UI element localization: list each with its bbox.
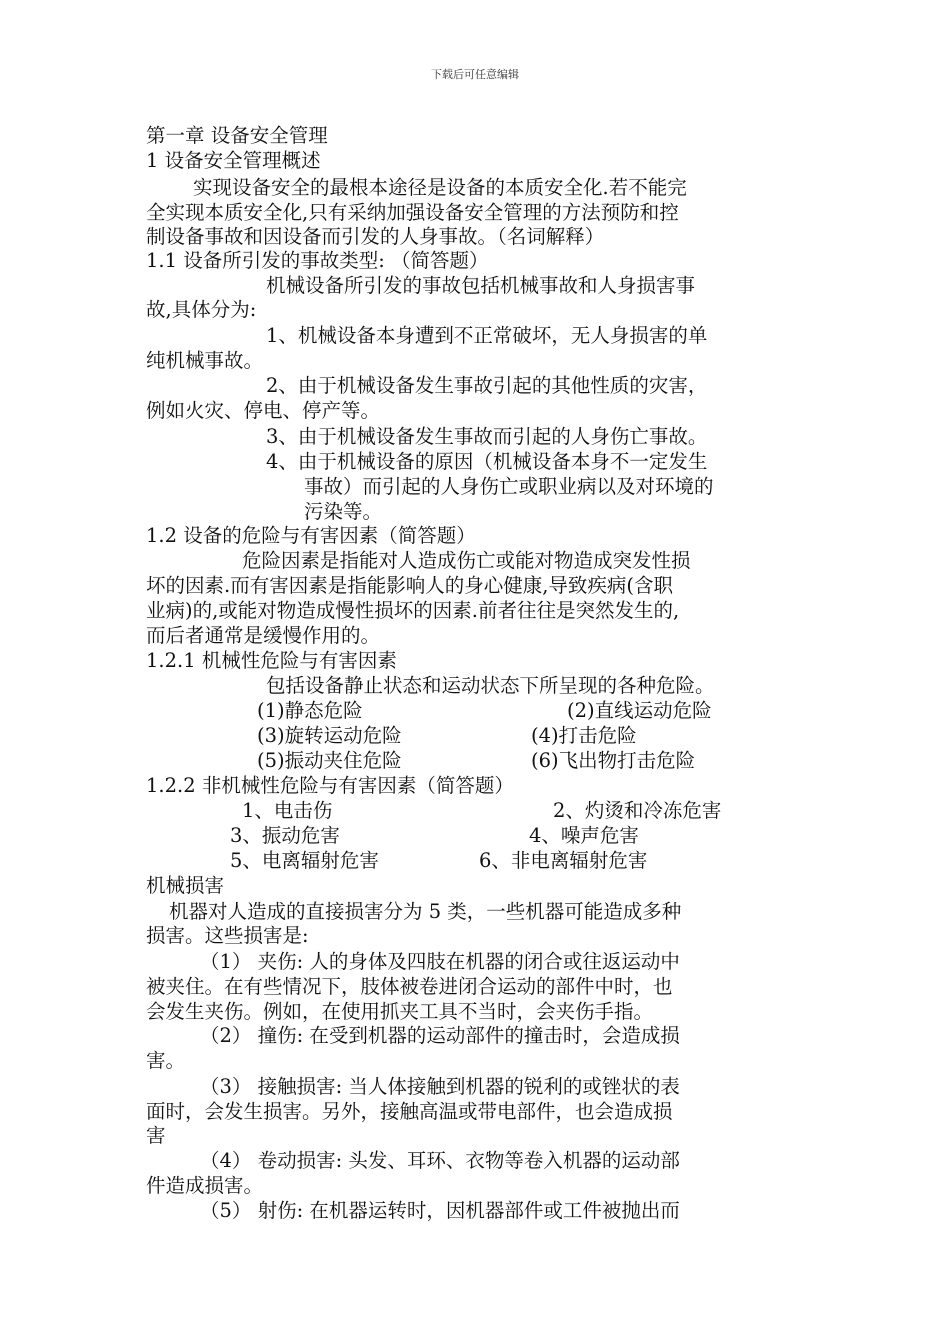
hazard-item: (2)直线运动危险 <box>567 699 712 722</box>
paragraph-line: 机器对人造成的直接损害分为 5 类，一些机器可能造成多种 <box>169 900 682 923</box>
hazard-item: 6、非电离辐射危害 <box>479 849 648 872</box>
list-item: 4、由于机械设备的原因（机械设备本身不一定发生 <box>266 450 708 473</box>
list-item-continuation: 纯机械事故。 <box>146 349 264 372</box>
paragraph-line: 全实现本质安全化,只有采纳加强设备安全管理的方法预防和控 <box>146 201 679 224</box>
hazard-item: (1)静态危险 <box>257 699 363 722</box>
list-item-continuation: 污染等。 <box>304 500 383 523</box>
hazard-item: 1、电击伤 <box>242 799 333 822</box>
hazard-item: 2、灼烫和冷冻危害 <box>553 799 722 822</box>
section-heading: 机械损害 <box>146 874 225 897</box>
list-item-continuation: 例如火灾、停电、停产等。 <box>146 399 381 422</box>
paragraph-line: 会发生夹伤。例如，在使用抓夹工具不当时，会夹伤手指。 <box>146 1000 654 1023</box>
paragraph-line: 面时，会发生损害。另外，接触高温或带电部件，也会造成损 <box>146 1100 673 1123</box>
hazard-item: 4、噪声危害 <box>529 824 639 847</box>
hazard-item: 5、电离辐射危害 <box>230 849 379 872</box>
hazard-item: 3、振动危害 <box>230 824 340 847</box>
page-header-note: 下载后可任意编辑 <box>431 68 519 81</box>
hazard-item: (6)飞出物打击危险 <box>531 749 696 772</box>
paragraph-line: 危险因素是指能对人造成伤亡或能对物造成突发性损 <box>242 549 691 572</box>
paragraph-line: 而后者通常是缓慢作用的。 <box>146 624 381 647</box>
list-item: 3、由于机械设备发生事故而引起的人身伤亡事故。 <box>266 425 708 448</box>
paragraph-line: （4） 卷动损害: 头发、耳环、衣物等卷入机器的运动部 <box>200 1149 680 1172</box>
paragraph-line: 业病)的,或能对物造成慢性损坏的因素.前者往往是突然发生的, <box>146 599 680 622</box>
hazard-item: (4)打击危险 <box>531 724 637 747</box>
paragraph-line: 制设备事故和因设备而引发的人身事故。（名词解释） <box>146 225 605 248</box>
paragraph-line: （2） 撞伤: 在受到机器的运动部件的撞击时，会造成损 <box>200 1024 680 1047</box>
paragraph-line: 被夹住。在有些情况下，肢体被卷进闭合运动的部件中时，也 <box>146 975 673 998</box>
paragraph-line: 损害。这些损害是: <box>146 924 309 947</box>
paragraph-line: 坏的因素.而有害因素是指能影响人的身心健康,导致疾病(含职 <box>146 574 674 597</box>
list-item: 1、机械设备本身遭到不正常破坏，无人身损害的单 <box>266 324 708 347</box>
paragraph-line: （1） 夹伤: 人的身体及四肢在机器的闭合或往返运动中 <box>200 950 680 973</box>
paragraph-line: 机械设备所引发的事故包括机械事故和人身损害事 <box>266 274 696 297</box>
chapter-title: 第一章 设备安全管理 <box>146 124 328 147</box>
list-item: 2、由于机械设备发生事故引起的其他性质的灾害， <box>266 374 708 397</box>
paragraph-line: 故,具体分为: <box>146 298 257 321</box>
paragraph-line: 实现设备安全的最根本途径是设备的本质安全化.若不能完 <box>193 176 687 199</box>
section-heading: 1 设备安全管理概述 <box>146 149 321 172</box>
paragraph-line: （5） 射伤: 在机器运转时，因机器部件或工件被抛出而 <box>200 1199 680 1222</box>
paragraph-line: 害 <box>146 1124 166 1147</box>
paragraph-line: 件造成损害。 <box>146 1174 264 1197</box>
subsection-heading: 1.1 设备所引发的事故类型: （简答题） <box>146 249 489 272</box>
subsection-heading: 1.2 设备的危险与有害因素（简答题） <box>146 524 476 547</box>
hazard-item: (3)旋转运动危险 <box>257 724 402 747</box>
hazard-item: (5)振动夹住危险 <box>257 749 402 772</box>
list-item-continuation: 事故）而引起的人身伤亡或职业病以及对环境的 <box>304 475 714 498</box>
subsection-heading: 1.2.2 非机械性危险与有害因素（简答题） <box>146 774 514 797</box>
subsection-heading: 1.2.1 机械性危险与有害因素 <box>146 649 397 672</box>
paragraph-line: 包括设备静止状态和运动状态下所呈现的各种危险。 <box>266 674 715 697</box>
paragraph-line: （3） 接触损害: 当人体接触到机器的锐利的或锉状的表 <box>200 1075 680 1098</box>
paragraph-line: 害。 <box>146 1049 186 1072</box>
